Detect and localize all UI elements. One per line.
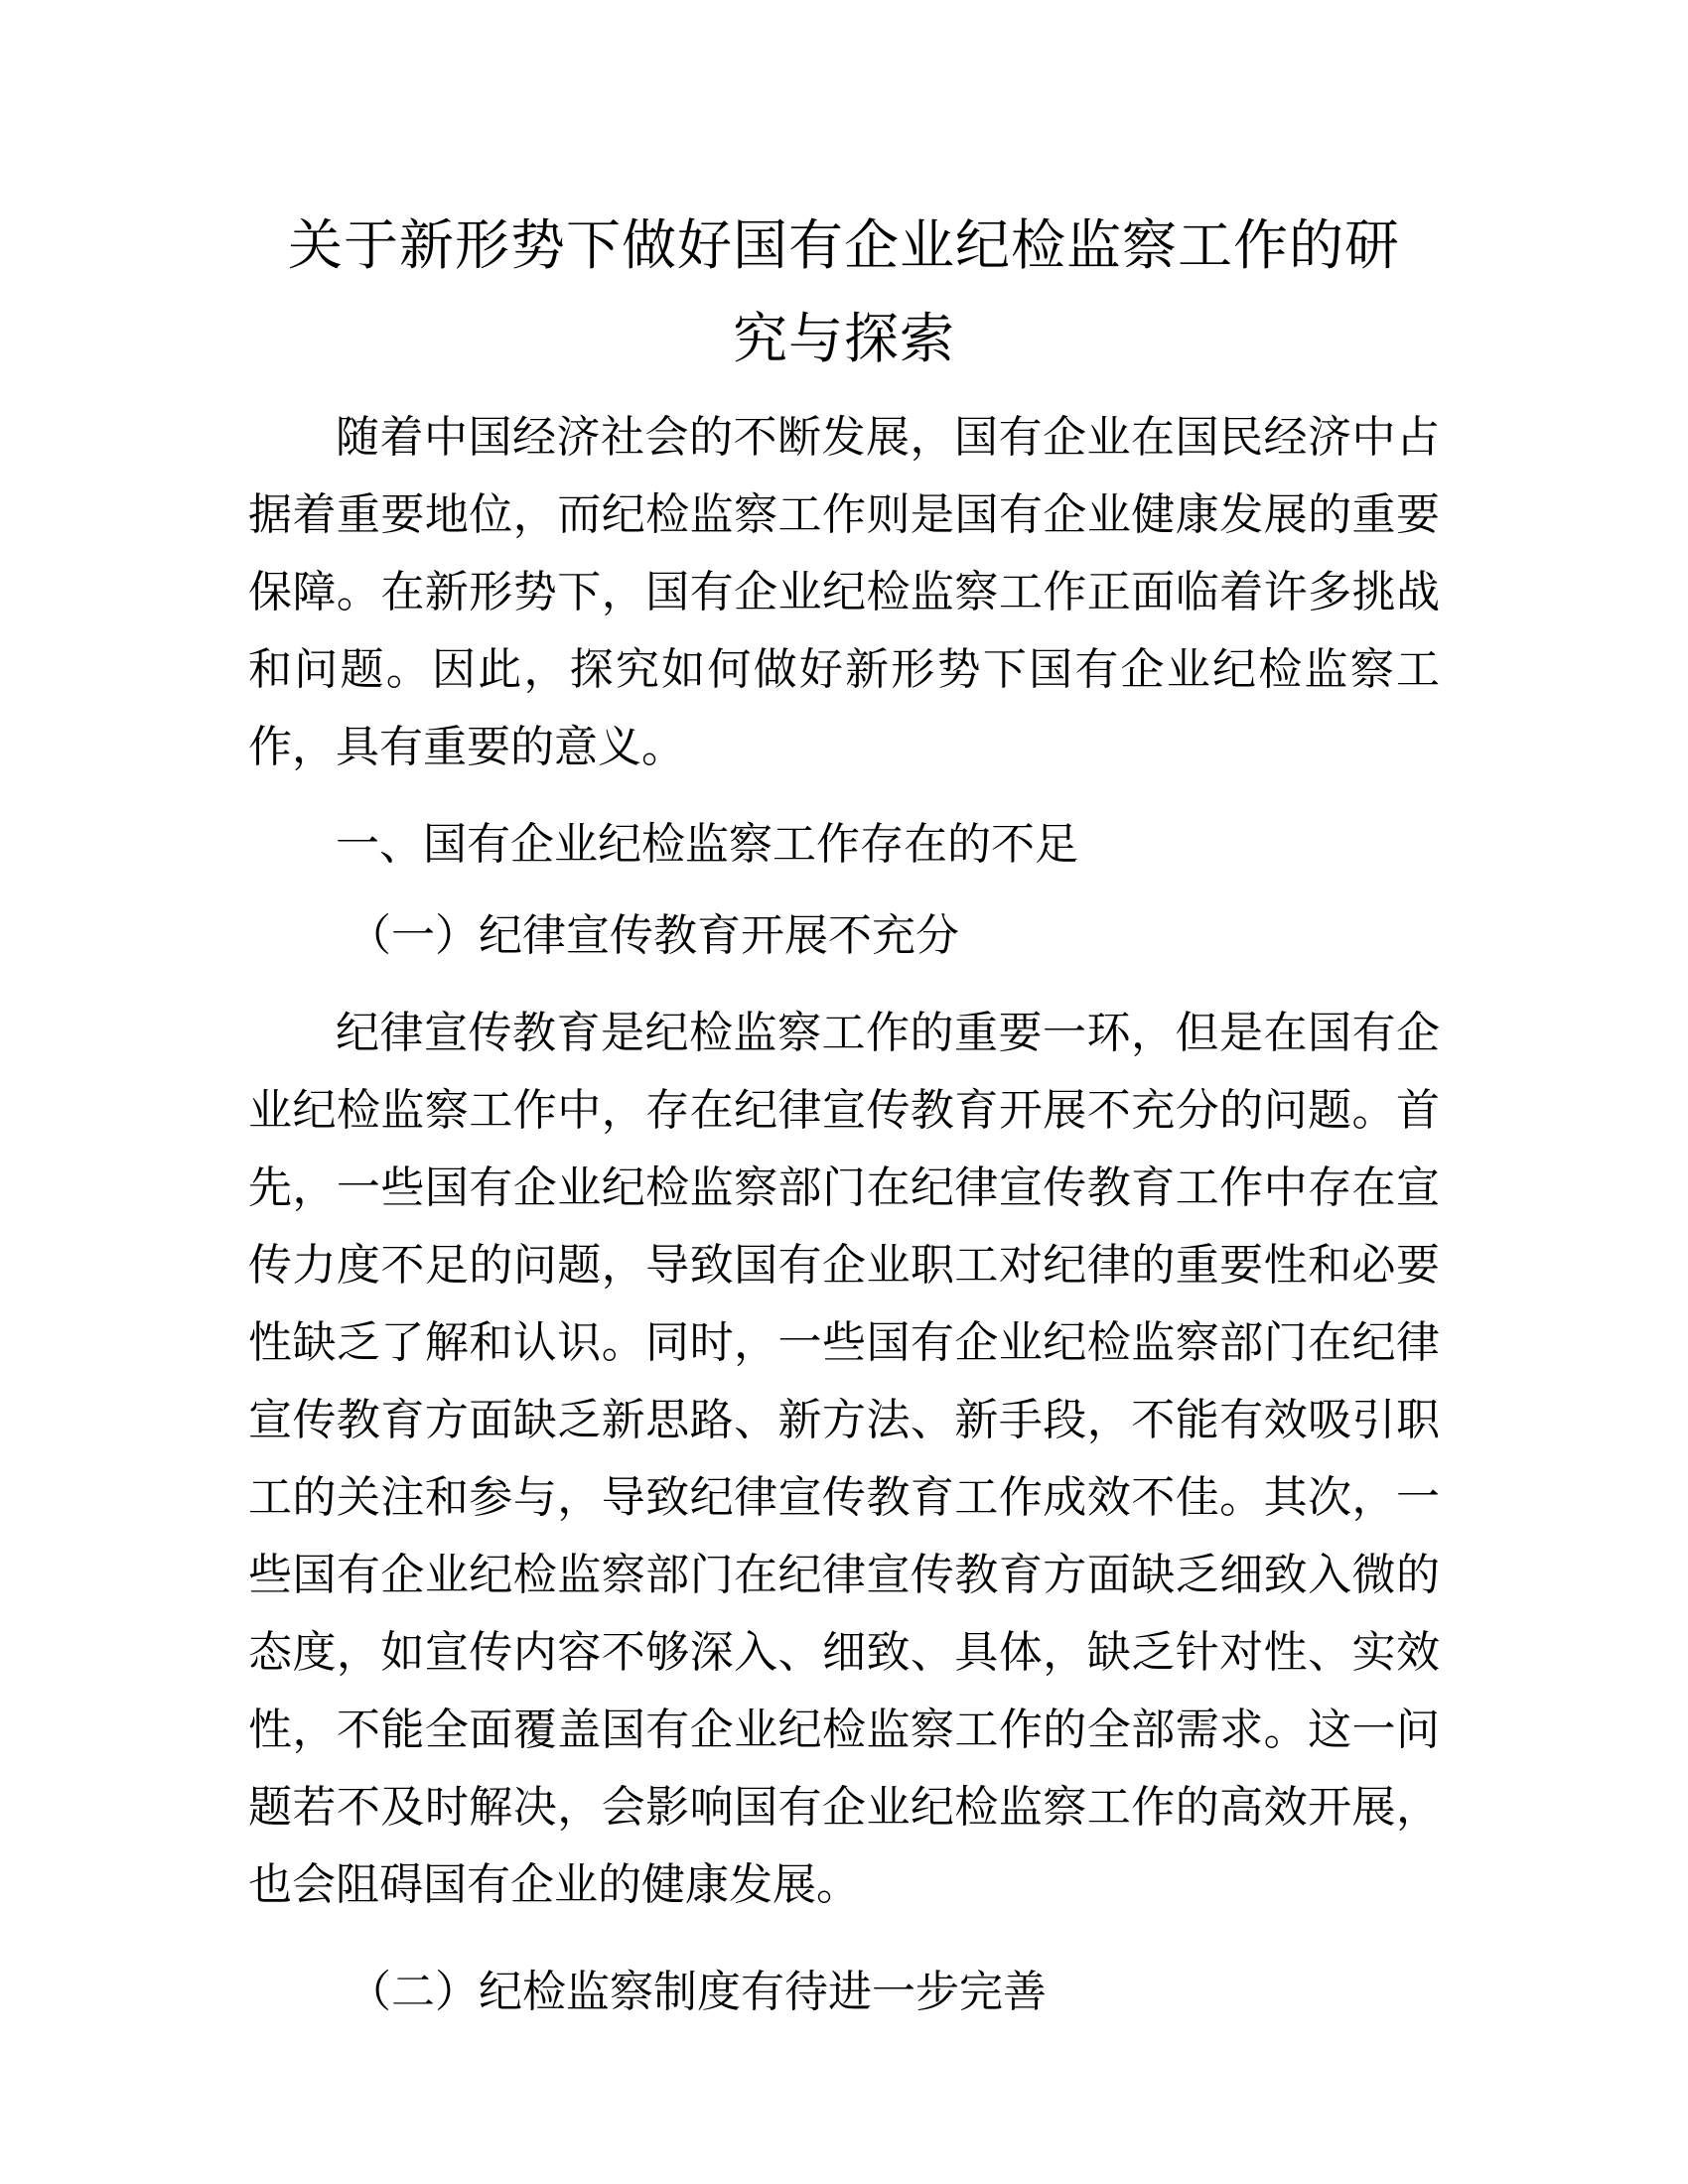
subsection-1-paragraph: 纪律宣传教育是纪检监察工作的重要一环，但是在国有企业纪检监察工作中，存在纪律宣传教育开展不充分的问题。首先，一些国有企业纪检监察部门在纪律宣传教育工作中存在宣传力度不足的问题，导致国有企业职工对纪律的重要性和必要性缺乏了解和认识。同时，一些国有企业纪检监察部门在纪律宣传教育方面缺乏新思路、新方法、新手段，不能有效吸引职工的关注和参与，导致纪律宣传教育工作成效不佳。其次，一些国有企业纪检监察部门在纪律宣传教育方面缺乏细致入微的态度，如宣传内容不够深入、细致、具体，缺乏针对性、实效性，不能全面覆盖国有企业纪检监察工作的全部需求。这一问题若不及时解决，会影响国有企业纪检监察工作的高效开展，也会阻碍国有企业的健康发展。 (248, 1008, 1440, 1910)
title-line-2: 究与探索 (732, 307, 955, 370)
intro-paragraph: 随着中国经济社会的不断发展，国有企业在国民经济中占据着重要地位，而纪检监察工作则是国有企业健康发展的重要保障。在新形势下，国有企业纪检监察工作正面临着许多挑战和问题。因此，探究如何做好新形势下国有企业纪检监察工作，具有重要的意义。 (248, 412, 1440, 772)
subsection-1-heading: （一）纪律宣传教育开展不充分 (348, 910, 959, 961)
document-body (248, 199, 1440, 2031)
subsection-2-heading: （二）纪检监察制度有待进一步完善 (348, 1967, 1047, 2017)
section-1-heading: 一、国有企业纪检监察工作存在的不足 (336, 819, 1078, 870)
document-title (248, 199, 1440, 385)
title-line-1: 关于新形势下做好国有企业纪检监察工作的研 (287, 213, 1400, 277)
